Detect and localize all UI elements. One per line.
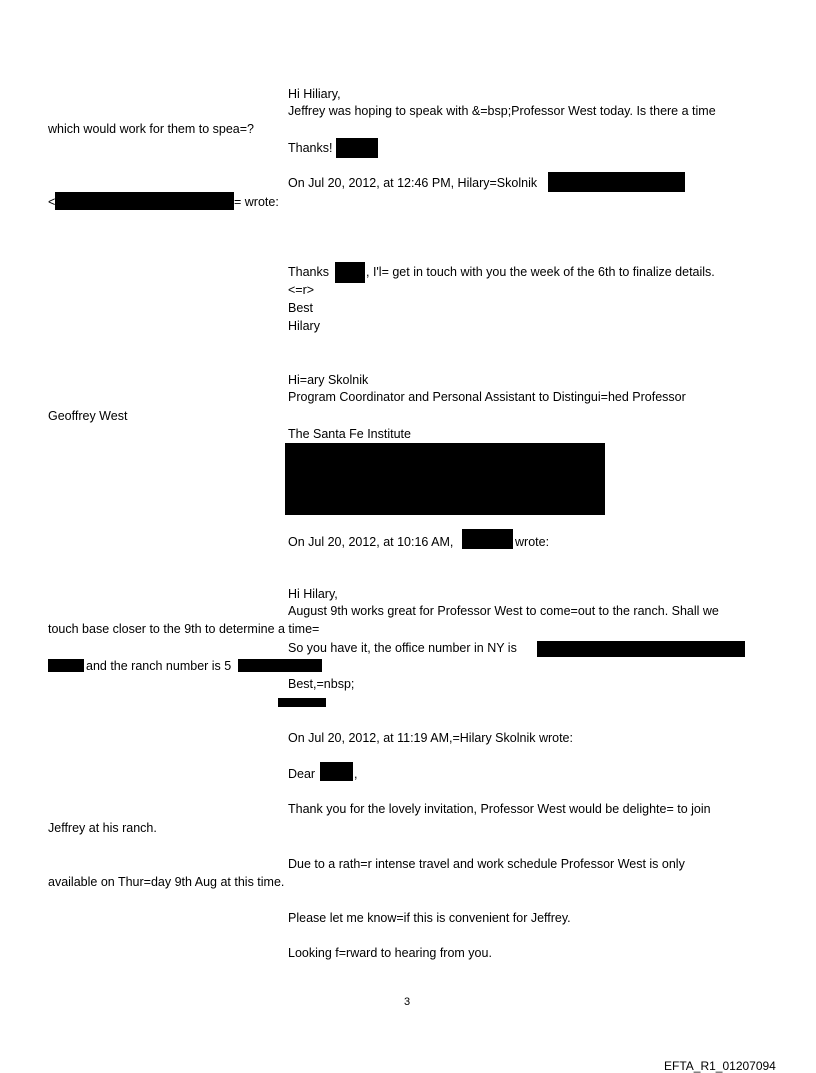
signature-name: Hilary [288, 319, 320, 333]
closing-line: Best [288, 301, 314, 315]
page-number: 3 [404, 996, 411, 1008]
redaction-box [285, 443, 605, 515]
thanks-line: Thanks [288, 265, 329, 279]
reply-header-open-bracket: < [48, 195, 56, 209]
redaction-box [48, 659, 84, 672]
redaction-box [462, 529, 513, 549]
reply-header: On Jul 20, 2012, at 12:46 PM, Hilary=Skolnik [288, 176, 538, 190]
redaction-box [320, 762, 353, 781]
body-line: available on Thur=day 9th Aug at this time. [48, 875, 285, 889]
redaction-box [548, 172, 685, 192]
body-line: Thank you for the lovely invitation, Professor West would be delighte= to join [288, 802, 711, 816]
signature-title: Program Coordinator and Personal Assistant to Distingui=hed Professor [288, 390, 686, 404]
body-line: <=r> [288, 283, 315, 297]
reply-header: On Jul 20, 2012, at 11:19 AM,=Hilary Skolnik wrote: [288, 731, 573, 745]
reply-header: On Jul 20, 2012, at 10:16 AM, [288, 535, 454, 549]
document-id: EFTA_R1_01207094 [664, 1059, 776, 1073]
closing-line: Best,=nbsp; [288, 677, 355, 691]
body-line: Jeffrey was hoping to speak with &=bsp;Professor West today. Is there a time [288, 104, 716, 118]
redaction-box [336, 138, 378, 158]
salutation-comma: , [354, 767, 358, 781]
signature-title: Geoffrey West [48, 409, 128, 423]
redaction-box [335, 262, 365, 283]
thanks-line: Thanks! [288, 141, 333, 155]
redaction-box [55, 192, 234, 210]
greeting-line: Hi Hilary, [288, 587, 338, 601]
body-line: So you have it, the office number in NY is [288, 641, 517, 655]
signature-institute: The Santa Fe Institute [288, 427, 411, 441]
reply-header-wrote: wrote: [515, 535, 550, 549]
salutation: Dear [288, 767, 316, 781]
greeting-line: Hi Hiliary, [288, 87, 341, 101]
body-line: August 9th works great for Professor West to come=out to the ranch. Shall we [288, 604, 719, 618]
body-line: which would work for them to spea=? [48, 122, 255, 136]
signature-name: Hi=ary Skolnik [288, 373, 369, 387]
body-line: Please let me know=if this is convenient for Jeffrey. [288, 911, 571, 925]
body-line: touch base closer to the 9th to determine a time= [48, 622, 320, 636]
body-line: Due to a rath=r intense travel and work schedule Professor West is only [288, 857, 685, 871]
body-line: and the ranch number is 5 [86, 659, 232, 673]
body-line: Jeffrey at his ranch. [48, 821, 157, 835]
redaction-box [537, 641, 745, 657]
body-line: , I'l= get in touch with you the week of the 6th to finalize details. [366, 265, 715, 279]
redaction-box [238, 659, 322, 672]
reply-header-wrote: = wrote: [234, 195, 279, 209]
body-line: Looking f=rward to hearing from you. [288, 946, 492, 960]
redaction-box [278, 698, 326, 707]
